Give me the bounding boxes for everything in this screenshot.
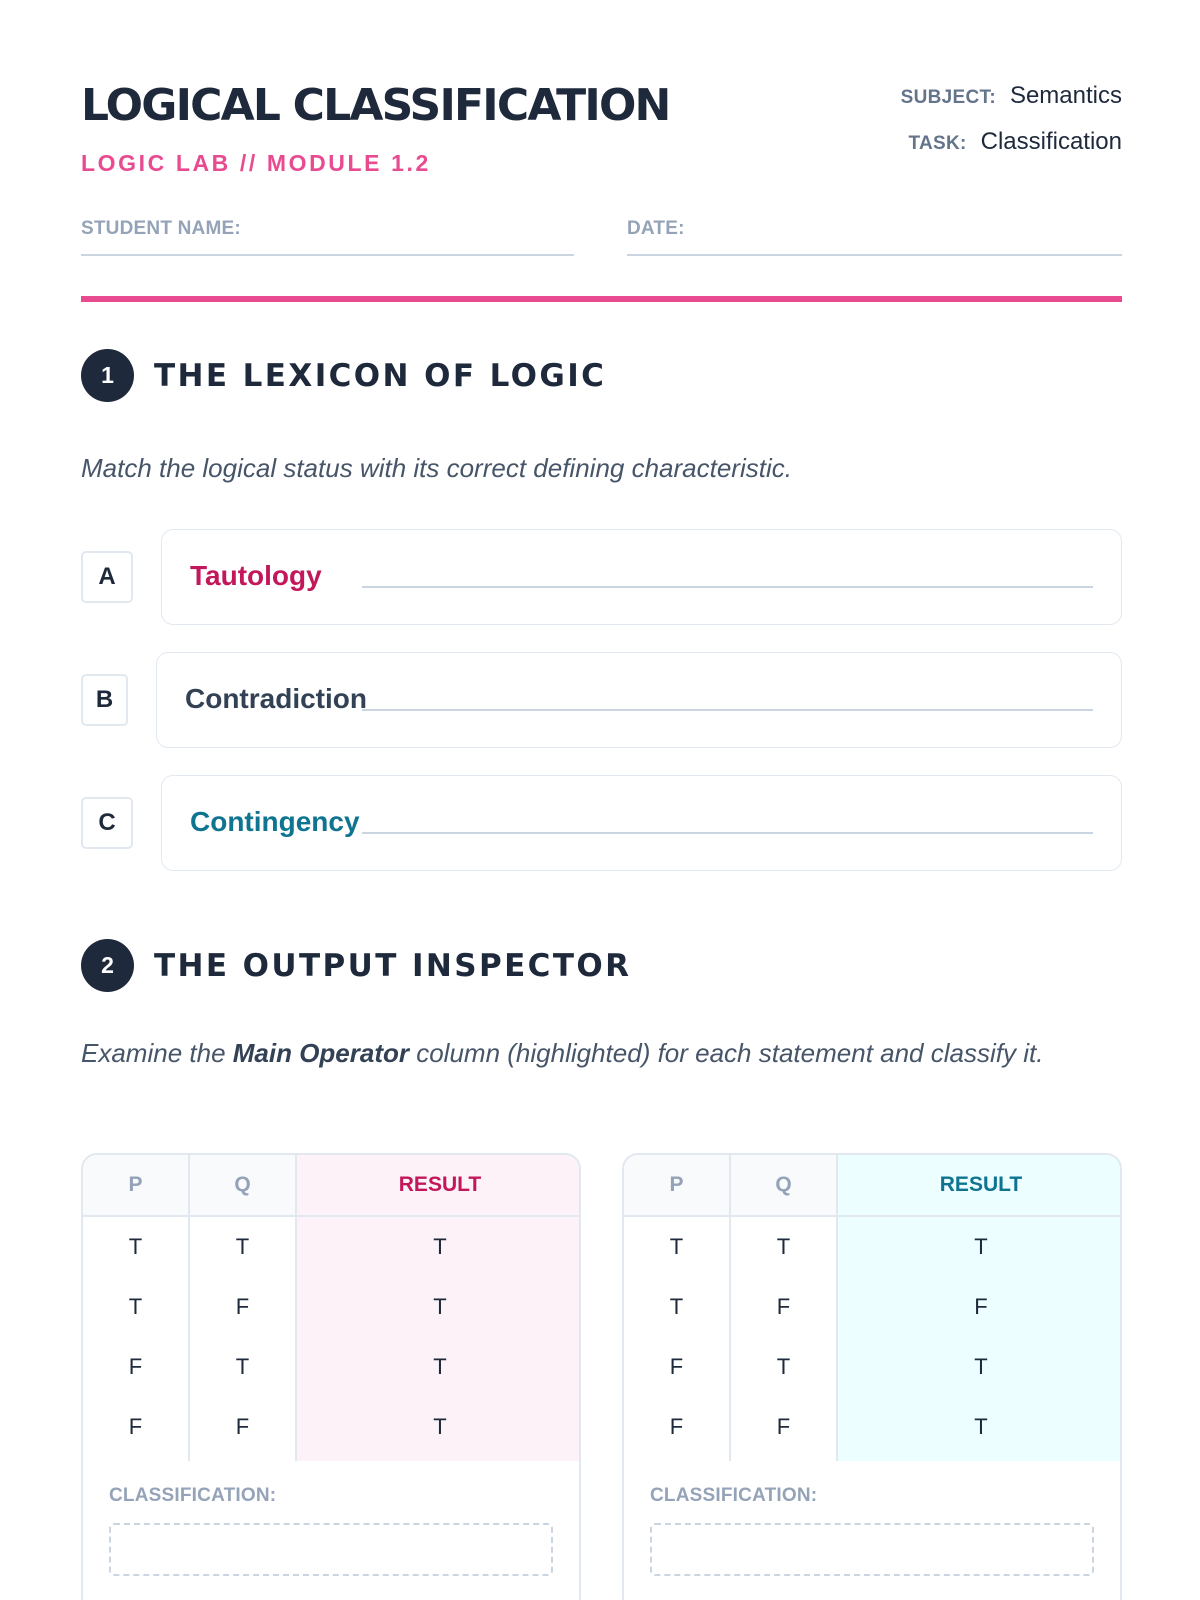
match-answer-line-b[interactable] xyxy=(362,709,1093,711)
table-cell: T xyxy=(128,1294,143,1319)
meta-subject xyxy=(901,82,1122,128)
match-card-a[interactable] xyxy=(161,529,1122,625)
match-card-b[interactable] xyxy=(156,652,1122,748)
section-1-title: THE LEXICON OF LOGIC xyxy=(154,357,607,394)
truth-table-1-footer xyxy=(109,1485,553,1576)
table-cell: T xyxy=(669,1234,684,1259)
truth-table-2 xyxy=(622,1153,1122,1600)
classification-answer-box[interactable] xyxy=(650,1523,1094,1576)
section-2-title: THE OUTPUT INSPECTOR xyxy=(154,947,632,984)
truth-table-1-col-result xyxy=(297,1155,581,1461)
table-cell: F xyxy=(128,1414,143,1439)
table-cell: T xyxy=(235,1234,250,1259)
page-subtitle: LOGIC LAB // MODULE 1.2 xyxy=(81,150,431,176)
section-2-heading xyxy=(81,939,631,992)
truth-table-1-header-result: RESULT xyxy=(297,1155,581,1217)
meta-task-label: TASK: xyxy=(908,133,967,154)
section-2-instruction xyxy=(81,1033,1122,1073)
truth-table-2-col-q xyxy=(731,1155,838,1461)
table-cell: T xyxy=(669,1294,684,1319)
match-term-contingency: Contingency xyxy=(190,806,360,837)
truth-table-1-col-q xyxy=(190,1155,297,1461)
section-2-instruction-bold: Main Operator xyxy=(232,1038,409,1068)
truth-table-2-footer xyxy=(650,1485,1094,1576)
student-name-label: STUDENT NAME: xyxy=(81,218,241,239)
match-letter-b: B xyxy=(81,674,128,726)
classification-label: CLASSIFICATION: xyxy=(650,1485,818,1506)
table-cell: T xyxy=(235,1354,250,1379)
truth-table-1-header-q: Q xyxy=(190,1155,295,1217)
match-row-c xyxy=(81,775,1122,871)
truth-table-2-header-p: P xyxy=(624,1155,729,1217)
match-answer-line-a[interactable] xyxy=(362,586,1093,588)
classification-answer-box[interactable] xyxy=(109,1523,553,1576)
match-letter-a: A xyxy=(81,551,133,603)
truth-table-1-col-p xyxy=(83,1155,190,1461)
header-divider xyxy=(81,296,1122,302)
truth-table-2-col-p xyxy=(624,1155,731,1461)
table-cell: T xyxy=(433,1234,447,1259)
table-cell: T xyxy=(433,1294,447,1319)
table-cell: F xyxy=(669,1414,684,1439)
table-cell: T xyxy=(776,1234,791,1259)
table-cell: T xyxy=(974,1414,988,1439)
table-cell: T xyxy=(433,1414,447,1439)
meta-info xyxy=(901,82,1122,174)
table-cell: F xyxy=(974,1294,988,1319)
section-1-instruction: Match the logical status with its correct defining characteristic. xyxy=(81,453,792,483)
student-name-field[interactable] xyxy=(81,218,574,256)
truth-table-1 xyxy=(81,1153,581,1600)
match-term-contradiction: Contradiction xyxy=(185,683,367,714)
table-cell: T xyxy=(974,1354,988,1379)
match-answer-line-c[interactable] xyxy=(362,832,1093,834)
table-cell: F xyxy=(128,1354,143,1379)
meta-task xyxy=(901,128,1122,174)
meta-subject-label: SUBJECT: xyxy=(900,87,996,108)
table-cell: F xyxy=(776,1414,791,1439)
student-fields xyxy=(81,218,1122,256)
truth-table-2-header-result: RESULT xyxy=(838,1155,1122,1217)
table-cell: T xyxy=(974,1234,988,1259)
meta-task-value: Classification xyxy=(980,128,1122,155)
section-2-instruction-post: column (highlighted) for each statement and classify it. xyxy=(409,1038,1044,1068)
match-row-a xyxy=(81,529,1122,625)
table-cell: T xyxy=(128,1234,143,1259)
worksheet-page xyxy=(81,0,1122,1600)
date-field[interactable] xyxy=(627,218,1122,256)
section-2-instruction-pre: Examine the xyxy=(81,1038,233,1068)
section-2-number-badge: 2 xyxy=(81,939,134,992)
table-cell: F xyxy=(235,1414,250,1439)
match-card-c[interactable] xyxy=(161,775,1122,871)
meta-subject-value: Semantics xyxy=(1009,82,1122,109)
table-cell: F xyxy=(776,1294,791,1319)
truth-table-2-col-result xyxy=(838,1155,1122,1461)
match-row-b xyxy=(81,652,1122,748)
section-1-heading xyxy=(81,349,606,402)
truth-table-2-header-q: Q xyxy=(731,1155,836,1217)
truth-table-1-header-p: P xyxy=(83,1155,188,1217)
match-letter-c: C xyxy=(81,797,133,849)
table-cell: F xyxy=(669,1354,684,1379)
table-cell: T xyxy=(433,1354,447,1379)
table-cell: F xyxy=(235,1294,250,1319)
page-title: LOGICAL CLASSIFICATION xyxy=(81,80,670,131)
date-label: DATE: xyxy=(627,218,685,239)
match-term-tautology: Tautology xyxy=(190,560,322,591)
classification-label: CLASSIFICATION: xyxy=(109,1485,277,1506)
table-cell: T xyxy=(776,1354,791,1379)
section-1-number-badge: 1 xyxy=(81,349,134,402)
